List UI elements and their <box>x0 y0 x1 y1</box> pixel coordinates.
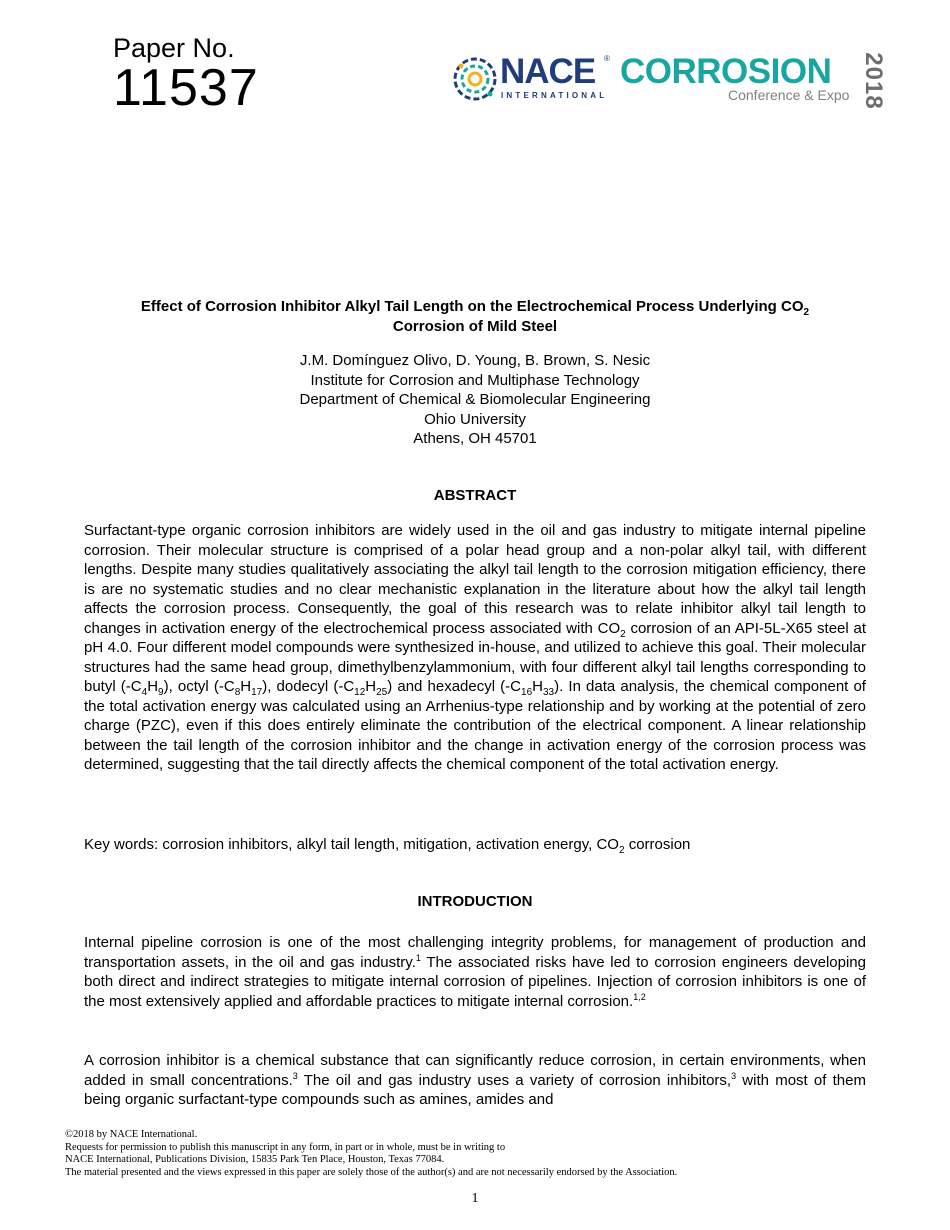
registered-mark: ® <box>604 54 610 63</box>
introduction-heading: INTRODUCTION <box>417 893 533 910</box>
footer-line-3: NACE International, Publications Division, 15835 Park Ten Place, Houston, Texas 77084. <box>65 1154 445 1165</box>
nace-corrosion-logo <box>452 50 892 112</box>
conference-expo-text: Conference & Expo <box>728 87 850 103</box>
author-block <box>84 351 866 449</box>
author-university: Ohio University <box>424 410 526 428</box>
copyright-footer <box>65 1129 885 1179</box>
keywords-line: Key words: corrosion inhibitors, alkyl tail length, mitigation, activation energy, $CO_2$ corrosion <box>84 836 691 856</box>
citation-ref: 1,2 <box>633 991 646 1002</box>
citation-ref: 1 <box>415 952 421 963</box>
footer-line-2: Requests for permission to publish this manuscript in any form, in part or in whole, must be in writing to <box>65 1141 506 1153</box>
introduction-paragraph-1: Internal pipeline corrosion is one of the most challenging integrity problems, for management of production and transportation assets, in the oil and gas industry.$^1$ The associated risks have led to corrosion engineers developing both direct and indirect strategies to mitigate internal corrosion of pipelines. Injection of corrosion inhibitors is one of the most extensively applied and affordable practices to mitigate internal corrosion.$^{1,2}$ <box>84 934 866 1010</box>
paper-number-block <box>113 33 259 117</box>
abstract-heading: ABSTRACT <box>433 487 517 504</box>
author-names: J.M. Domínguez Olivo, D. Young, B. Brown, S. Nesic <box>299 352 651 369</box>
page-number: 1 <box>471 1191 479 1206</box>
nace-international-text: INTERNATIONAL <box>501 91 608 100</box>
title-subscript: 2 <box>803 307 810 318</box>
title-line-1-text: Effect of Corrosion Inhibitor Alkyl Tail Length on the Electrochemical Process Underlying CO <box>140 298 804 315</box>
year-text: 2018 <box>860 52 887 110</box>
footer-line-1: ©2018 by NACE International. <box>65 1129 198 1140</box>
footer-line-4: The material presented and the views expressed in this paper are solely those of the author(s) and are not necessarily endorsed by the Association. <box>65 1166 678 1178</box>
paper-label: Paper No. <box>113 33 235 63</box>
paper-title <box>84 297 866 337</box>
year-badge <box>858 52 888 110</box>
citation-ref: 3 <box>292 1070 298 1081</box>
abstract-paragraph: Surfactant-type organic corrosion inhibitors are widely used in the oil and gas industry to mitigate internal pipeline corrosion. Their molecular structure is comprised of a polar head group and a non-polar alkyl tail, with different lengths. Despite many studies qualitatively associating the alkyl tail length to the corrosion mitigation efficiency, there is are no systematic studies and no clear mechanistic explanation in the literature about how the alkyl tail length affects the corrosion process. Consequently, the goal of this research was to relate inhibitor alkyl tail length to changes in activation energy of the electrochemical process associated with $CO_2$ corrosion of an API-5L-X65 steel at pH 4.0. Four different model compounds were synthesized in-house, and utilized to achieve this goal. Their molecular structures had the same head group, dimethylbenzylammonium, with four different alkyl tail lengths corresponding to butyl $(-C_4H_9)$, octyl $(-C_8H_{17})$, dodecyl $(-C_{12}H_{25})$ and hexadecyl $(-C_{16}H_{33})$. In data analysis, the chemical component of the total activation energy was calculated using an Arrhenius-type relationship and by working at the potential of zero charge (PZC), even if this does entirely eliminate the contribution of the electrical component. A linear relationship between the tail length of the corrosion inhibitor and the change in activation energy of the corrosion process was determined, suggesting that the tail directly affects the chemical component of the total activation energy. <box>84 522 866 773</box>
author-department: Department of Chemical & Biomolecular Engineering <box>299 391 651 408</box>
title-line-2: Corrosion of Mild Steel <box>392 318 558 335</box>
citation-ref: 3 <box>731 1070 737 1081</box>
author-address: Athens, OH 45701 <box>413 430 537 447</box>
author-institute: Institute for Corrosion and Multiphase Technology <box>310 371 640 389</box>
corrosion-wordmark: CORROSION <box>620 52 832 91</box>
title-line-1 <box>84 297 866 317</box>
paper-number: 11537 <box>113 59 259 117</box>
introduction-paragraph-2: A corrosion inhibitor is a chemical substance that can significantly reduce corrosion, in certain environments, when added in small concentrations.$^3$ The oil and gas industry uses a variety of corrosion inhibitors,$^3$ with most of them being organic surfactant-type compounds such as amines, amides and <box>84 1052 866 1108</box>
nace-globe-icon <box>452 54 498 104</box>
nace-wordmark: NACE <box>500 52 596 91</box>
